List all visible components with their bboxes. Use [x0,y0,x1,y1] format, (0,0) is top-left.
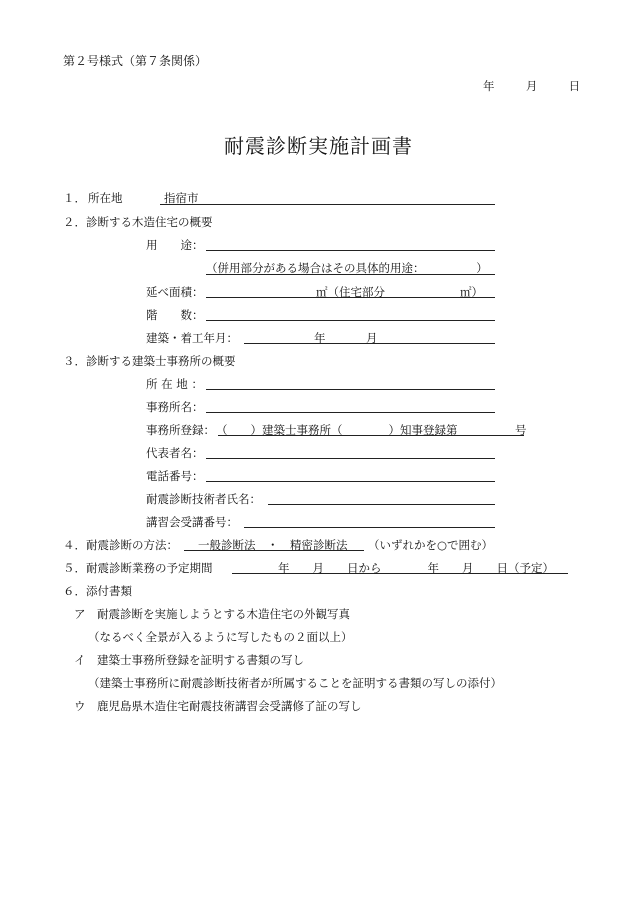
office-name-field[interactable] [206,412,495,413]
date-line [483,78,580,94]
diagnosis-method-field [184,550,364,551]
section1-label: 所在地 [88,191,123,205]
construction-field[interactable] [244,343,495,344]
section5-label: ５．耐震診断業務の予定期間 [63,561,213,575]
section3-heading: ３．診断する建築士事務所の概要 [63,354,236,368]
use-label: 用 途： [146,238,204,252]
attachment-note-i: （建築士事務所に耐震診断技術者が所属することを証明する書類の写しの添付） [88,676,502,690]
location-field[interactable] [160,204,495,205]
attachment-item-u: ウ 鹿児島県木造住宅耐震技術講習会受講修了証の写し [74,699,362,713]
engineer-field[interactable] [268,504,495,505]
section2-heading: ２．診断する木造住宅の概要 [63,215,213,229]
period-text: 年 月 日から 年 月 日（予定） [232,561,554,575]
location-value: 指宿市 [164,191,199,205]
floors-field[interactable] [206,320,495,321]
date-month: 月 [525,79,538,93]
period-field[interactable] [232,573,568,574]
construction-month: 月 [366,331,378,345]
page-title: 耐震診断実施計画書 [224,134,413,158]
section1-number: １． [63,191,86,205]
floor-area-label: 延べ面積： [146,285,204,299]
representative-field[interactable] [206,458,495,459]
office-address-label: 所 在 地 ： [146,377,203,391]
diagnosis-method-options[interactable]: 一般診断法 ・ 精密診断法 [198,538,348,552]
office-address-field[interactable] [206,389,495,390]
diagnosis-method-note: （いずれかを○で囲む） [368,538,494,552]
floors-label: 階 数： [146,308,204,322]
office-name-label: 事務所名： [146,400,204,414]
use-field[interactable] [206,250,495,251]
course-field[interactable] [244,527,495,528]
attachment-note-a: （なるべく全景が入るように写したもの２面以上） [88,630,353,644]
phone-label: 電話番号： [146,469,204,483]
mixed-use-field[interactable] [206,274,495,275]
course-label: 講習会受講番号： [146,515,238,529]
construction-year: 年 [314,331,326,345]
floor-area-field[interactable] [206,297,495,298]
phone-field[interactable] [206,481,495,482]
construction-label: 建築・着工年月： [146,331,238,345]
attachment-item-i: イ 建築士事務所登録を証明する書類の写し [74,653,304,667]
date-day: 日 [568,79,581,93]
registration-field[interactable] [218,435,524,436]
registration-text: （ ）建築士事務所（ ）知事登録第 号 [216,423,527,437]
attachment-item-a: ア 耐震診断を実施しようとする木造住宅の外観写真 [74,607,350,621]
representative-label: 代表者名： [146,446,204,460]
registration-label: 事務所登録： [146,423,215,437]
section6-heading: ６．添付書類 [63,584,132,598]
mixed-use-note: （併用部分がある場合はその具体的用途： ） [206,261,488,275]
floor-area-unit2: ㎡） [460,285,483,299]
section4-label: ４．耐震診断の方法： [63,538,178,552]
form-number: 第２号様式（第７条関係） [63,54,208,68]
floor-area-unit1: ㎡（住宅部分 [316,285,385,299]
engineer-label: 耐震診断技術者氏名： [146,492,261,506]
date-year: 年 [483,79,495,93]
